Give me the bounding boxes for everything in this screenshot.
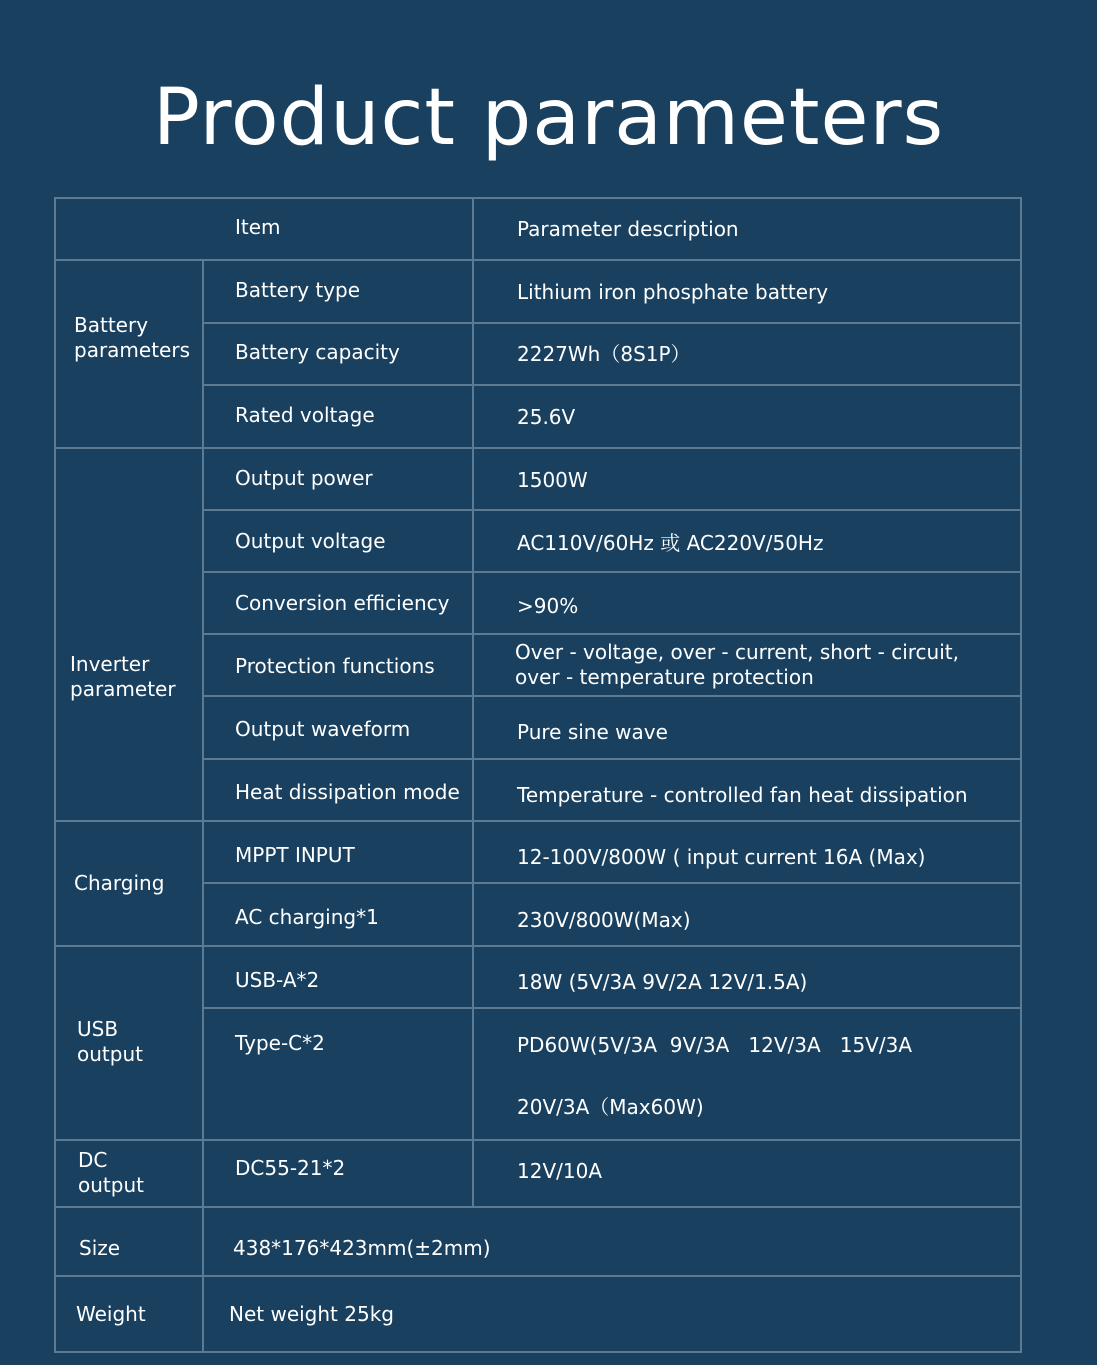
row-value: AC110V/60Hz 或 AC220V/50Hz (517, 531, 824, 555)
table-divider (56, 259, 1020, 261)
row-value: Over - voltage, over - current, short - circuit, over - temperature protection (515, 640, 959, 689)
category-usb-output: USB output (77, 1017, 143, 1066)
table-divider (204, 571, 1020, 573)
category-battery: Battery parameters (74, 313, 191, 362)
category-dc-output: DC output (78, 1148, 144, 1197)
row-item: DC55-21*2 (235, 1156, 346, 1180)
category-charging: Charging (74, 871, 165, 895)
row-item: USB-A*2 (235, 968, 320, 992)
table-divider (56, 447, 1020, 449)
category-inverter: Inverter parameter (70, 652, 176, 701)
table-divider (204, 509, 1020, 511)
row-value: 12-100V/800W ( input current 16A (Max) (517, 845, 926, 869)
row-item: Conversion efficiency (235, 591, 450, 615)
row-value: 2227Wh（8S1P） (517, 342, 691, 366)
row-value: Temperature - controlled fan heat dissipation (517, 783, 968, 807)
table-divider (472, 199, 474, 1208)
table-divider (204, 758, 1020, 760)
table-divider (56, 1206, 1020, 1208)
row-item: Protection functions (235, 654, 435, 678)
size-value: 438*176*423mm(±2mm) (233, 1236, 491, 1260)
size-label: Size (79, 1236, 121, 1260)
row-item: AC charging*1 (235, 905, 379, 929)
table-divider (56, 1139, 1020, 1141)
row-item: Heat dissipation mode (235, 780, 460, 804)
header-description: Parameter description (517, 217, 739, 241)
row-item: Output waveform (235, 717, 411, 741)
row-value: 230V/800W(Max) (517, 908, 691, 932)
row-value: 12V/10A (517, 1159, 602, 1183)
table-divider (56, 945, 1020, 947)
row-item: Battery type (235, 278, 361, 302)
page-title: Product parameters (152, 73, 945, 163)
row-value: 25.6V (517, 405, 576, 429)
table-divider (204, 384, 1020, 386)
table-divider (204, 882, 1020, 884)
row-value: 1500W (517, 468, 588, 492)
row-item: MPPT INPUT (235, 843, 355, 867)
row-item: Rated voltage (235, 403, 375, 427)
table-divider (204, 695, 1020, 697)
row-item: Type-C*2 (235, 1031, 325, 1055)
weight-value: Net weight 25kg (229, 1302, 394, 1326)
row-value-continued: 20V/3A（Max60W) (517, 1095, 704, 1119)
row-item: Output voltage (235, 529, 386, 553)
header-item: Item (235, 215, 281, 239)
table-divider (202, 259, 204, 1351)
table-divider (56, 1275, 1020, 1277)
parameters-table (54, 197, 1022, 1353)
row-item: Output power (235, 466, 373, 490)
table-divider (204, 633, 1020, 635)
table-divider (56, 820, 1020, 822)
weight-label: Weight (76, 1302, 146, 1326)
row-value: Lithium iron phosphate battery (517, 280, 829, 304)
row-value: 18W (5V/3A 9V/2A 12V/1.5A) (517, 970, 808, 994)
row-value: PD60W(5V/3A 9V/3A 12V/3A 15V/3A (517, 1033, 912, 1057)
table-divider (204, 322, 1020, 324)
row-value: Pure sine wave (517, 720, 668, 744)
row-item: Battery capacity (235, 340, 400, 364)
row-value: >90% (517, 594, 579, 618)
table-divider (204, 1007, 1020, 1009)
